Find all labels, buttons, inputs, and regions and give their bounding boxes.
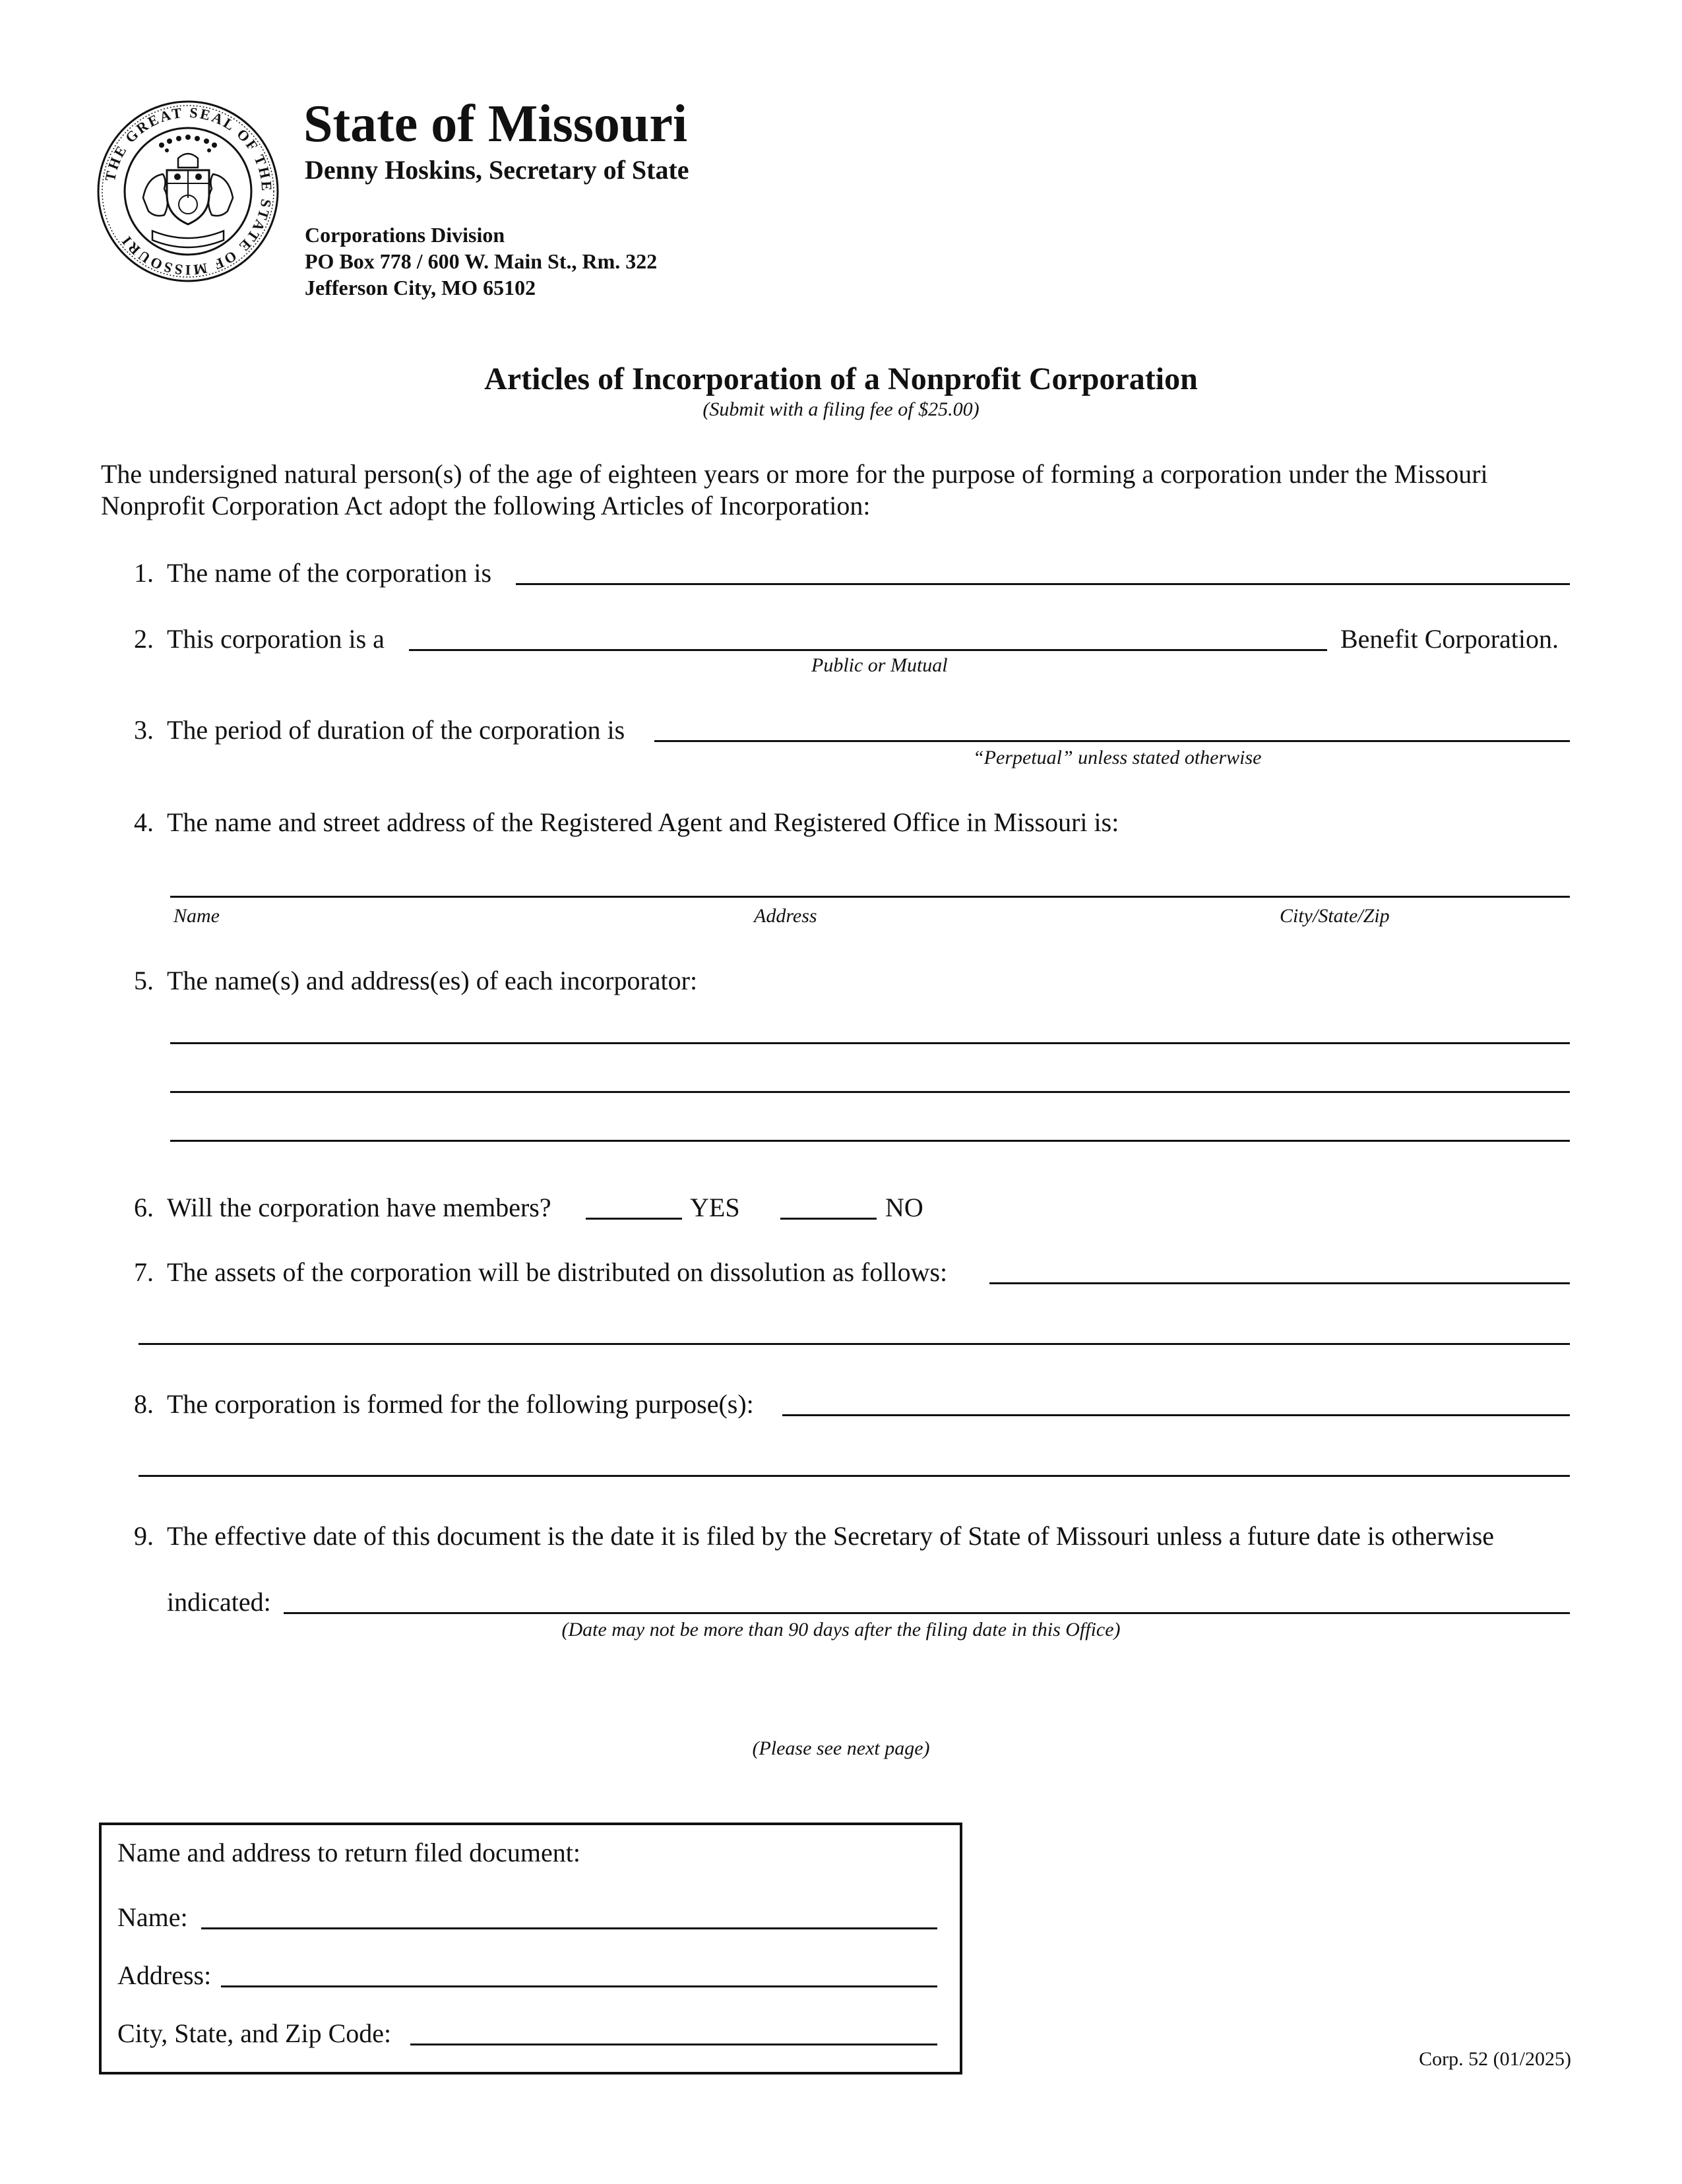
item-1-number: 1. [134,558,154,588]
item-2-label: This corporation is a [167,624,385,654]
item-4-label: The name and street address of the Registered Agent and Registered Office in Missouri is: [167,807,1119,837]
item-6-label: Will the corporation have members? [167,1193,551,1222]
item-8-label: The corporation is formed for the following purpose(s): [167,1389,754,1419]
item-3-label: The period of duration of the corporation is [167,715,625,745]
return-box-heading: Name and address to return filed document: [117,1838,580,1867]
members-yes-field[interactable] [586,1218,682,1220]
item-9-label: The effective date of this document is the date it is filed by the Secretary of State of Missouri unless a future date is otherwise [167,1521,1495,1551]
members-yes-label: YES [690,1193,740,1222]
secretary-name: Denny Hoskins, Secretary of State [305,155,689,185]
item-1-label: The name of the corporation is [167,558,492,588]
item-7-number: 7. [134,1257,154,1287]
duration-field[interactable] [654,740,1570,742]
item-4-number: 4. [134,807,154,837]
division-address-line2: Jefferson City, MO 65102 [305,276,536,299]
state-title: State of Missouri [303,95,688,153]
intro-paragraph: The undersigned natural person(s) of the age of eighteen years or more for the purpose of forming a corporation under the Missouri Nonprofit Corporation Act adopt the following Articles of Incorporation: [101,459,1488,520]
item-5-number: 5. [134,966,154,995]
return-city-field[interactable] [410,2044,937,2045]
item-9-number: 9. [134,1521,154,1551]
benefit-type-field[interactable] [409,649,1327,651]
dissolution-field-line-2[interactable] [139,1343,1570,1345]
incorporator-line-2[interactable] [170,1091,1570,1093]
item-4-caption-name: Name [173,905,220,927]
members-no-label: NO [885,1193,923,1222]
item-2-caption: Public or Mutual [811,654,948,676]
return-address-label: Address: [117,1960,212,1990]
form-title: Articles of Incorporation of a Nonprofit Corporation [484,361,1198,396]
return-name-field[interactable] [201,1927,937,1929]
fee-note: (Submit with a filing fee of $25.00) [702,398,980,420]
item-5-label: The name(s) and address(es) of each incorporator: [167,966,698,995]
corporation-name-field[interactable] [516,583,1570,585]
item-6-number: 6. [134,1193,154,1222]
effective-date-field[interactable] [284,1612,1570,1614]
purpose-field-line-1[interactable] [782,1414,1570,1416]
item-4-caption-city: City/State/Zip [1280,905,1390,927]
incorporator-line-3[interactable] [170,1140,1570,1142]
return-city-label: City, State, and Zip Code: [117,2018,392,2048]
members-no-field[interactable] [780,1218,877,1220]
item-7-label: The assets of the corporation will be distributed on dissolution as follows: [167,1257,948,1287]
form-number: Corp. 52 (01/2025) [1419,2048,1571,2070]
item-3-caption: “Perpetual” unless stated otherwise [973,747,1262,768]
item-3-number: 3. [134,715,154,745]
next-page-note: (Please see next page) [752,1737,930,1759]
item-2-suffix: Benefit Corporation. [1340,624,1559,654]
return-name-label: Name: [117,1902,188,1932]
item-9-label-continued: indicated: [167,1587,271,1617]
division-name: Corporations Division [305,223,505,247]
return-address-field[interactable] [221,1985,937,1987]
incorporator-line-1[interactable] [170,1042,1570,1044]
dissolution-field-line-1[interactable] [989,1282,1570,1284]
division-address-line1: PO Box 778 / 600 W. Main St., Rm. 322 [305,249,658,273]
item-8-number: 8. [134,1389,154,1419]
item-4-caption-address: Address [754,905,817,927]
item-2-number: 2. [134,624,154,654]
purpose-field-line-2[interactable] [139,1475,1570,1477]
item-9-caption: (Date may not be more than 90 days after the filing date in this Office) [561,1619,1121,1640]
state-seal-icon [96,99,280,284]
svg-text:THE GREAT SEAL OF THE STATE OF: THE GREAT SEAL OF THE STATE OF MISSOURI [101,104,276,279]
registered-agent-field[interactable] [170,896,1570,898]
